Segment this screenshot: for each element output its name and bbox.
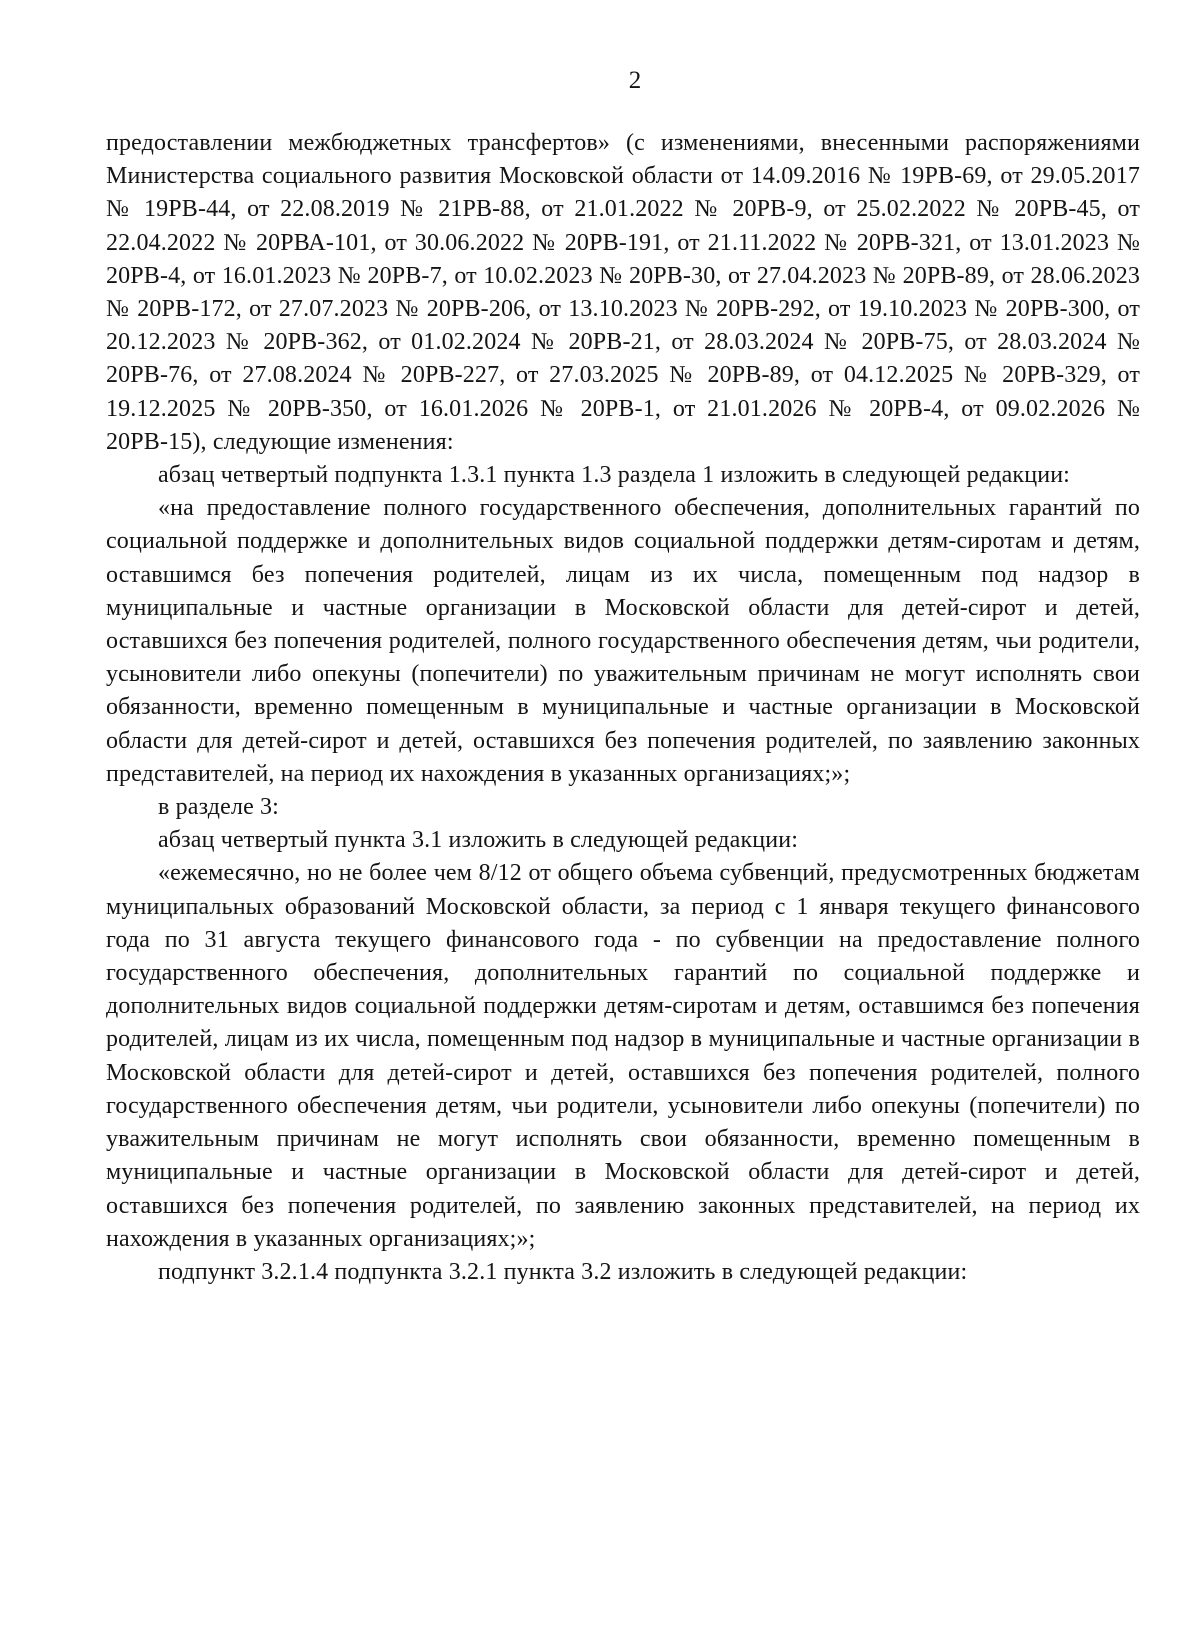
- page-number: 2: [628, 67, 642, 94]
- paragraph-new-text-3-1: «ежемесячно, но не более чем 8/12 от общего объема субвенций, предусмотренных бюджетам муниципальных образований Московской области, за период с 1 января текущего финансового года по 31 августа текущего финансового года - по субвенции на предоставление полного государственного обеспечения, дополнительных гарантий по социальной поддержке и дополнительных видов социальной поддержки детям-сиротам и детям, оставшимся без попечения родителей, лицам из их числа, помещенным под надзор в муниципальные и частные организации в Московской области для детей-сирот и детей, оставшихся без попечения родителей, полного государственного обеспечения детям, чьи родители, усыновители либо опекуны (попечители) по уважительным причинам не могут исполнять свои обязанности, временно помещенным в муниципальные и частные организации в Московской области для детей-сирот и детей, оставшихся без попечения родителей, по заявлению законных представителей, на период их нахождения в указанных организациях;»;: [106, 860, 1140, 1252]
- paragraph-new-text-1-3-1: «на предоставление полного государственного обеспечения, дополнительных гарантий по социальной поддержке и дополнительных видов социальной поддержки детям-сиротам и детям, оставшимся без попечения родителей, лицам из их числа, помещенным под надзор в муниципальные и частные организации в Московской области для детей-сирот и детей, оставшихся без попечения родителей, полного государственного обеспечения детям, чьи родители, усыновители либо опекуны (попечители) по уважительным причинам не могут исполнять свои обязанности, временно помещенным в муниципальные и частные организации в Московской области для детей-сирот и детей, оставшихся без попечения родителей, по заявлению законных представителей, на период их нахождения в указанных организациях;»;: [106, 495, 1140, 787]
- paragraph-instruction-1-3-1: абзац четвертый подпункта 1.3.1 пункта 1.3 раздела 1 изложить в следующей редакции:: [158, 462, 1071, 489]
- document-body: [106, 127, 1140, 1289]
- paragraph-instruction-3-2-1-4: подпункт 3.2.1.4 подпункта 3.2.1 пункта 3.2 изложить в следующей редакции:: [158, 1258, 968, 1285]
- paragraph-amendments-list: предоставлении межбюджетных трансфертов» (с изменениями, внесенными распоряжениями Министерства социального развития Московской области от 14.09.2016 № 19РВ-69, от 29.05.2017 № 19РВ-44, от 22.08.2019 № 21РВ-88, от 21.01.2022 № 20РВ-9, от 25.02.2022 № 20РВ-45, от 22.04.2022 № 20РВА-101, от 30.06.2022 № 20РВ-191, от 21.11.2022 № 20РВ-321, от 13.01.2023 № 20РВ-4, от 16.01.2023 № 20РВ-7, от 10.02.2023 № 20РВ-30, от 27.04.2023 № 20РВ-89, от 28.06.2023 № 20РВ-172, от 27.07.2023 № 20РВ-206, от 13.10.2023 № 20РВ-292, от 19.10.2023 № 20РВ-300, от 20.12.2023 № 20РВ-362, от 01.02.2024 № 20РВ-21, от 28.03.2024 № 20РВ-75, от 28.03.2024 № 20РВ-76, от 27.08.2024 № 20РВ-227, от 27.03.2025 № 20РВ-89, от 04.12.2025 № 20РВ-329, от 19.12.2025 № 20РВ-350, от 16.01.2026 № 20РВ-1, от 21.01.2026 № 20РВ-4, от 09.02.2026 № 20РВ-15), следующие изменения:: [106, 130, 1140, 455]
- paragraph-instruction-3-1: абзац четвертый пункта 3.1 изложить в следующей редакции:: [158, 827, 799, 854]
- paragraph-section-3: в разделе 3:: [158, 794, 279, 821]
